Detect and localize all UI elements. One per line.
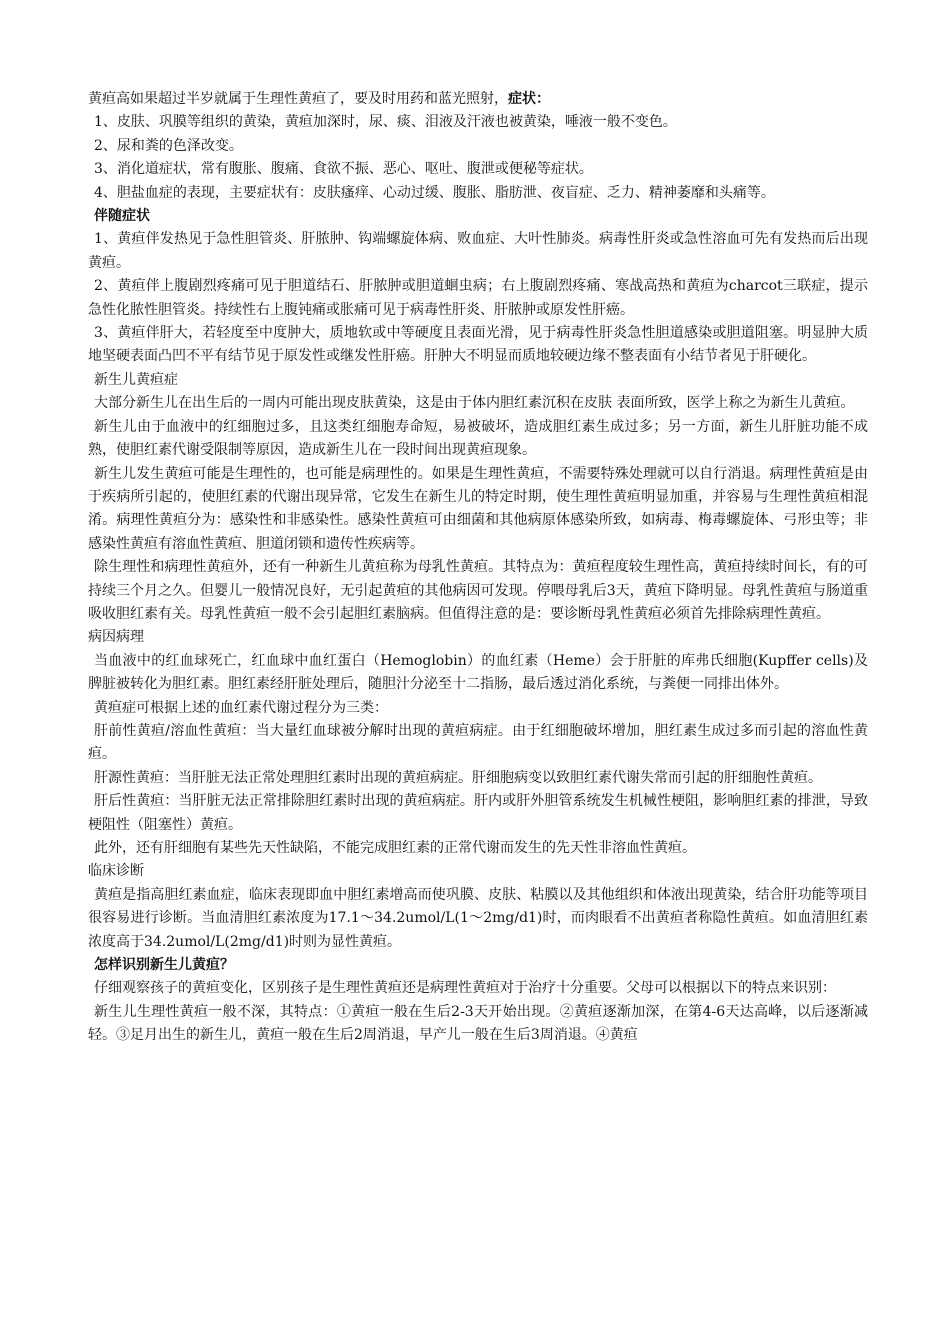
body-paragraph: 新生儿生理性黄疸一般不深，其特点：①黄疸一般在生后2-3天开始出现。②黄疸逐渐加深，在第4-6天达高峰，以后逐渐减轻。③足月出生的新生儿，黄疸一般在生后2周消退，早产儿一般在生后3周消退。④黄疸 (88, 1003, 868, 1044)
body-paragraph: 此外，还有肝细胞有某些先天性缺陷，不能完成胆红素的正常代谢而发生的先天性非溶血性黄疸。 (94, 840, 696, 856)
document-page (88, 88, 868, 1048)
body-paragraph: 肝源性黄疸：当肝脏无法正常处理胆红素时出现的黄疸病症。肝细胞病变以致胆红素代谢失常而引起的肝细胞性黄疸。 (94, 769, 822, 786)
section-heading-accompanying: 伴随症状 (94, 208, 150, 225)
symptoms-heading: 症状： (508, 91, 550, 107)
body-paragraph: 大部分新生儿在出生后的一周内可能出现皮肤黄染，这是由于体内胆红素沉积在皮肤 表面所致，医学上称之为新生儿黄疸。 (94, 395, 855, 412)
section-heading-diagnosis: 临床诊断 (88, 863, 144, 880)
accompanying-item-1: 1、黄疸伴发热见于急性胆管炎、肝脓肿、钩端螺旋体病、败血症、大叶性肺炎。病毒性肝炎或急性溶血可先有发热而后出现黄疸。 (88, 231, 868, 271)
symptom-item-4: 4、胆盐血症的表现，主要症状有：皮肤瘙痒、心动过缓、腹胀、脂肪泄、夜盲症、乏力、精神萎靡和头痛等。 (94, 184, 775, 201)
body-paragraph: 新生儿发生黄疸可能是生理性的，也可能是病理性的。如果是生理性黄疸，不需要特殊处理就可以自行消退。病理性黄疸是由于疾病所引起的，使胆红素的代谢出现异常，它发生在新生儿的特定时期，使生理性黄疸明显加重，并容易与生理性黄疸相混淆。病理性黄疸分为：感染性和非感染性。感染性黄疸可由细菌和其他病原体感染所致，如病毒、梅毒螺旋体、弓形虫等；非感染性黄疸有溶血性黄疸、胆道闭锁和遗传性疾病等。 (88, 465, 868, 552)
body-paragraph: 仔细观察孩子的黄疸变化，区别孩子是生理性黄疸还是病理性黄疸对于治疗十分重要。父母可以根据以下的特点来识别： (94, 980, 836, 997)
accompanying-item-2: 2、黄疸伴上腹剧烈疼痛可见于胆道结石、肝脓肿或胆道蛔虫病；右上腹剧烈疼痛、寒战高热和黄疸为charcot三联症，提示急性化脓性胆管炎。持续性右上腹钝痛或胀痛可见于病毒性肝炎、肝脓肿或原发性肝癌。 (88, 278, 868, 318)
body-paragraph: 肝前性黄疸/溶血性黄疸：当大量红血球被分解时出现的黄疸病症。由于红细胞破坏增加，胆红素生成过多而引起的溶血性黄疸。 (88, 722, 868, 763)
body-paragraph: 黄疸症可根据上述的血红素代谢过程分为三类： (94, 699, 388, 716)
body-paragraph: 除生理性和病理性黄疸外，还有一种新生儿黄疸称为母乳性黄疸。其特点为：黄疸程度较生理性高，黄疸持续时间长，有的可持续三个月之久。但婴儿一般情况良好，无引起黄疸的其他病因可发现。停喂母乳后3天，黄疸下降明显。母乳性黄疸与肠道重吸收胆红素有关。母乳性黄疸一般不会引起胆红素脑病。但值得注意的是：要诊断母乳性黄疸必须首先排除病理性黄疸。 (88, 559, 868, 622)
symptom-item-2: 2、尿和粪的色泽改变。 (94, 137, 243, 154)
symptom-item-3: 3、消化道症状，常有腹胀、腹痛、食欲不振、恶心、呕吐、腹泄或便秘等症状。 (94, 161, 593, 178)
section-heading-etiology: 病因病理 (88, 629, 144, 646)
symptom-item-1: 1、皮肤、巩膜等组织的黄染，黄疸加深时，尿、痰、泪液及汗液也被黄染，唾液一般不变色。 (94, 114, 677, 131)
section-heading-neonatal: 新生儿黄疸症 (94, 371, 178, 388)
intro-paragraph (88, 88, 868, 111)
section-heading-identify: 怎样识别新生儿黄疸？ (94, 957, 234, 974)
intro-text: 黄疸高如果超过半岁就属于生理性黄疸了，要及时用药和蓝光照射， (88, 91, 508, 107)
body-paragraph: 黄疸是指高胆红素血症，临床表现即血中胆红素增高而使巩膜、皮肤、粘膜以及其他组织和体液出现黄染，结合肝功能等项目很容易进行诊断。当血清胆红素浓度为17.1～34.2umol/L(1～2mg/d1)时，而肉眼看不出黄疸者称隐性黄疸。如血清胆红素浓度高于34.2umol/L(2mg/d1)时则为显性黄疸。 (88, 886, 868, 950)
accompanying-item-3: 3、黄疸伴肝大，若轻度至中度肿大，质地软或中等硬度且表面光滑，见于病毒性肝炎急性胆道感染或胆道阻塞。明显肿大质地坚硬表面凸凹不平有结节见于原发性或继发性肝癌。肝肿大不明显而质地较硬边缘不整表面有小结节者见于肝硬化。 (88, 325, 868, 365)
body-paragraph: 新生儿由于血液中的红细胞过多，且这类红细胞寿命短，易被破坏，造成胆红素生成过多；另一方面，新生儿肝脏功能不成熟，使胆红素代谢受限制等原因，造成新生儿在一段时间出现黄疸现象。 (88, 418, 868, 459)
body-paragraph: 当血液中的红血球死亡，红血球中血红蛋白（Hemoglobin）的血红素（Heme）会于肝脏的库弗氏细胞(Kupffer cells)及脾脏被转化为胆红素。胆红素经肝脏处理后，随胆汁分泌至十二指肠，最后透过消化系统，与粪便一同排出体外。 (88, 652, 868, 693)
body-paragraph: 肝后性黄疸：当肝脏无法正常排除胆红素时出现的黄疸病症。肝内或肝外胆管系统发生机械性梗阻，影响胆红素的排泄，导致梗阻性（阻塞性）黄疸。 (88, 793, 868, 833)
